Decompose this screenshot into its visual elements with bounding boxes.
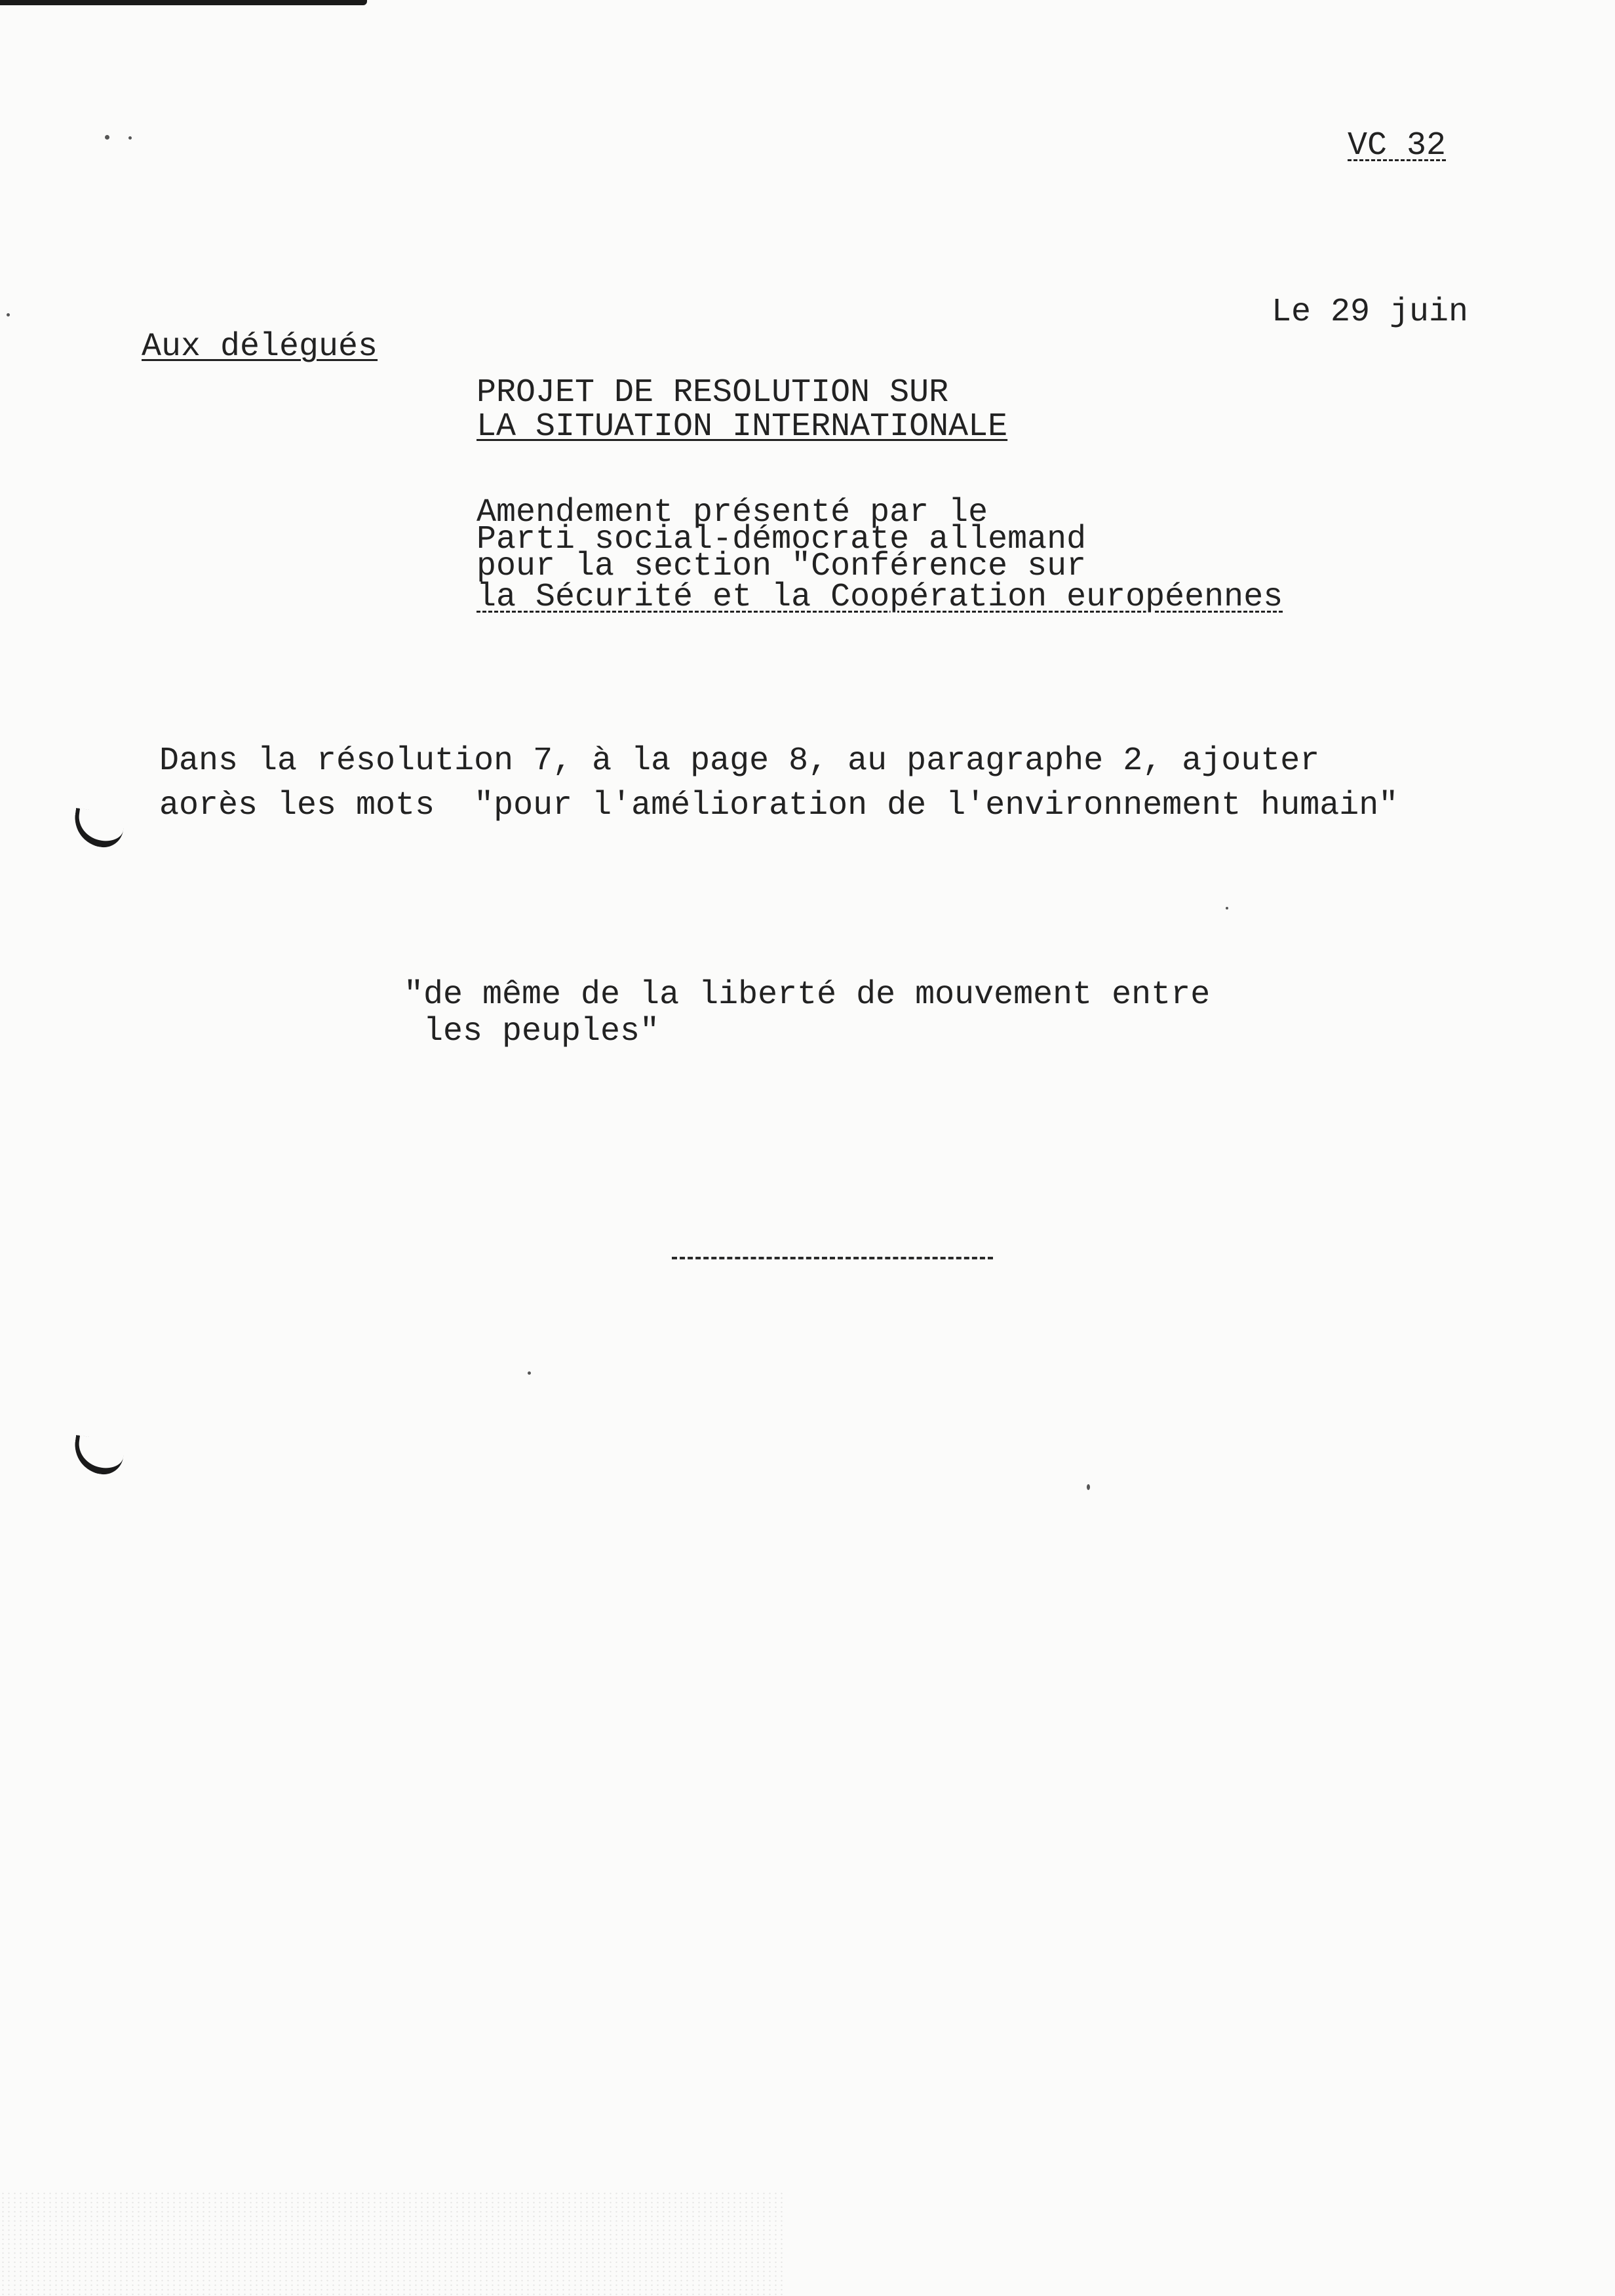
speck-mark	[528, 1371, 531, 1375]
punch-hole-mark-top	[71, 808, 126, 850]
speck-mark	[1226, 907, 1228, 909]
title-line-2: LA SITUATION INTERNATIONALE	[477, 408, 1008, 446]
quote-line-2: les peuples"	[404, 1013, 660, 1050]
addressee: Aux délégués	[142, 328, 378, 366]
speck-mark	[128, 136, 132, 140]
title-line-1: PROJET DE RESOLUTION SUR	[477, 374, 949, 411]
body-line-2: aorès les mots "pour l'amélioration de l'environnement humain"	[159, 787, 1399, 824]
closing-dashed-rule	[672, 1257, 993, 1259]
speck-mark	[105, 135, 109, 140]
scan-noise	[0, 2191, 787, 2296]
quote-line-1: "de même de la liberté de mouvement entre	[404, 976, 1211, 1014]
page-edge-mark	[0, 0, 367, 5]
amendment-line-1: Amendement présenté par le	[477, 494, 988, 531]
document-date: Le 29 juin	[1272, 294, 1469, 331]
punch-hole-mark-bottom	[71, 1435, 126, 1477]
amendment-line-3: pour la section "Conférence sur	[477, 548, 1087, 585]
speck-mark	[7, 313, 10, 316]
reference-code: VC 32	[1348, 127, 1447, 164]
amendment-line-2: Parti social-démocrate allemand	[477, 521, 1087, 558]
amendment-line-4: la Sécurité et la Coopération européennes	[477, 579, 1283, 616]
speck-mark	[1087, 1484, 1090, 1490]
body-line-1: Dans la résolution 7, à la page 8, au paragraphe 2, ajouter	[159, 742, 1320, 780]
